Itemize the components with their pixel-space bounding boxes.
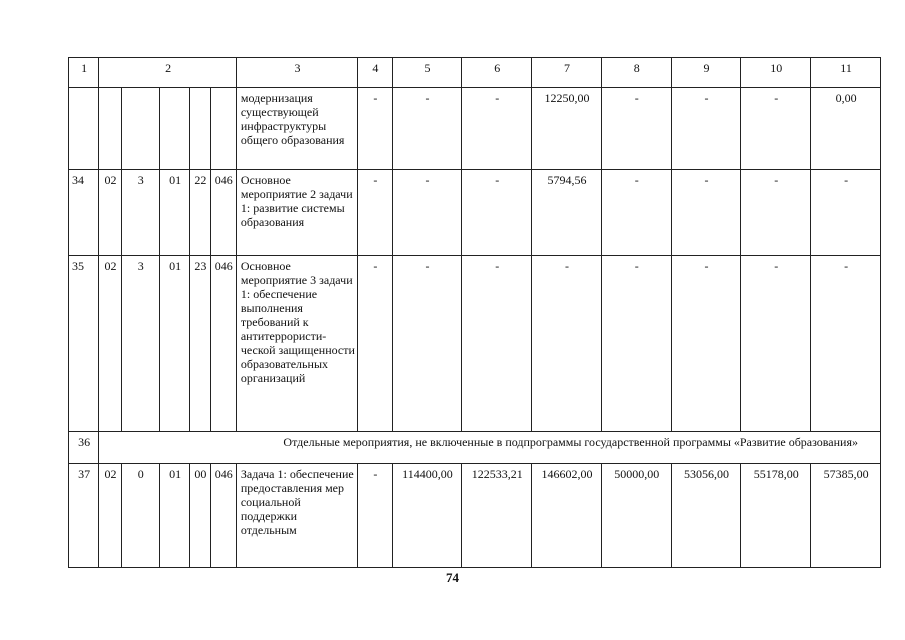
code-cell: 02 [99, 170, 121, 256]
row-number-cell: 36 [69, 432, 99, 464]
value-cell: 57385,00 [811, 464, 881, 568]
value-cell: 122533,21 [462, 464, 532, 568]
value-cell: 114400,00 [392, 464, 462, 568]
header-cell-9: 9 [671, 58, 741, 88]
value-cell: - [392, 170, 462, 256]
value-cell: - [671, 170, 741, 256]
value-cell: - [462, 88, 532, 170]
code-cell: 02 [99, 256, 121, 432]
row-number-cell: 37 [69, 464, 99, 568]
value-cell: - [358, 170, 392, 256]
code-cell [99, 88, 121, 170]
code-cell: 046 [210, 256, 236, 432]
value-cell: - [462, 256, 532, 432]
table-row-35 [69, 256, 881, 432]
value-cell: - [532, 256, 602, 432]
header-cell-4: 4 [358, 58, 392, 88]
value-cell: - [358, 464, 392, 568]
table-row-34 [69, 170, 881, 256]
header-cell-5: 5 [392, 58, 462, 88]
header-cell-1: 1 [69, 58, 99, 88]
value-cell: - [601, 256, 671, 432]
header-cell-10: 10 [741, 58, 811, 88]
header-cell-8: 8 [601, 58, 671, 88]
value-cell: - [671, 256, 741, 432]
value-cell: - [358, 88, 392, 170]
description-cell: Основное мероприятие 2 задачи 1: развитие системы образования [236, 170, 357, 256]
code-cell: 01 [159, 170, 189, 256]
value-cell: - [741, 256, 811, 432]
value-cell: - [601, 170, 671, 256]
header-cell-11: 11 [811, 58, 881, 88]
code-cell [159, 88, 189, 170]
value-cell: - [741, 170, 811, 256]
table-row-36 [69, 432, 881, 464]
row-number-cell: 35 [69, 256, 99, 432]
value-cell: - [462, 170, 532, 256]
description-cell: Основное мероприятие 3 задачи 1: обеспечение выполнения требований к антитеррористи-ческой защищенности образовательных организаций [236, 256, 357, 432]
code-cell: 046 [210, 170, 236, 256]
code-cell: 01 [159, 256, 189, 432]
code-cell [210, 88, 236, 170]
header-cell-7: 7 [532, 58, 602, 88]
code-cell: 046 [210, 464, 236, 568]
value-cell: - [811, 170, 881, 256]
row-number-cell [69, 88, 99, 170]
code-cell: 23 [190, 256, 210, 432]
code-cell: 02 [99, 464, 121, 568]
value-cell: 12250,00 [532, 88, 602, 170]
value-cell: - [601, 88, 671, 170]
value-cell: 53056,00 [671, 464, 741, 568]
code-cell: 22 [190, 170, 210, 256]
code-cell: 00 [190, 464, 210, 568]
value-cell: - [392, 256, 462, 432]
section-title: Отдельные мероприятия, не включенные в подпрограммы государственной программы «Развитие образования» [99, 432, 881, 464]
value-cell: - [671, 88, 741, 170]
code-cell: 3 [121, 170, 159, 256]
code-cell [121, 88, 159, 170]
value-cell: - [811, 256, 881, 432]
code-cell: 3 [121, 256, 159, 432]
code-cell [190, 88, 210, 170]
value-cell: - [741, 88, 811, 170]
table-row-continued [69, 88, 881, 170]
code-cell: 0 [121, 464, 159, 568]
table-row-37 [69, 464, 881, 568]
description-cell: Задача 1: обеспечение предоставления мер социальной поддержки отдельным [236, 464, 357, 568]
value-cell: - [358, 256, 392, 432]
value-cell: 5794,56 [532, 170, 602, 256]
code-cell: 01 [159, 464, 189, 568]
header-cell-3: 3 [236, 58, 357, 88]
header-row [69, 58, 881, 88]
value-cell: 50000,00 [601, 464, 671, 568]
value-cell: 146602,00 [532, 464, 602, 568]
header-cell-6: 6 [462, 58, 532, 88]
value-cell: - [392, 88, 462, 170]
value-cell: 0,00 [811, 88, 881, 170]
row-number-cell: 34 [69, 170, 99, 256]
budget-table [68, 57, 881, 568]
page-number: 74 [446, 570, 459, 585]
header-cell-2: 2 [99, 58, 237, 88]
description-cell: модернизация существующей инфраструктуры общего образования [236, 88, 357, 170]
value-cell: 55178,00 [741, 464, 811, 568]
